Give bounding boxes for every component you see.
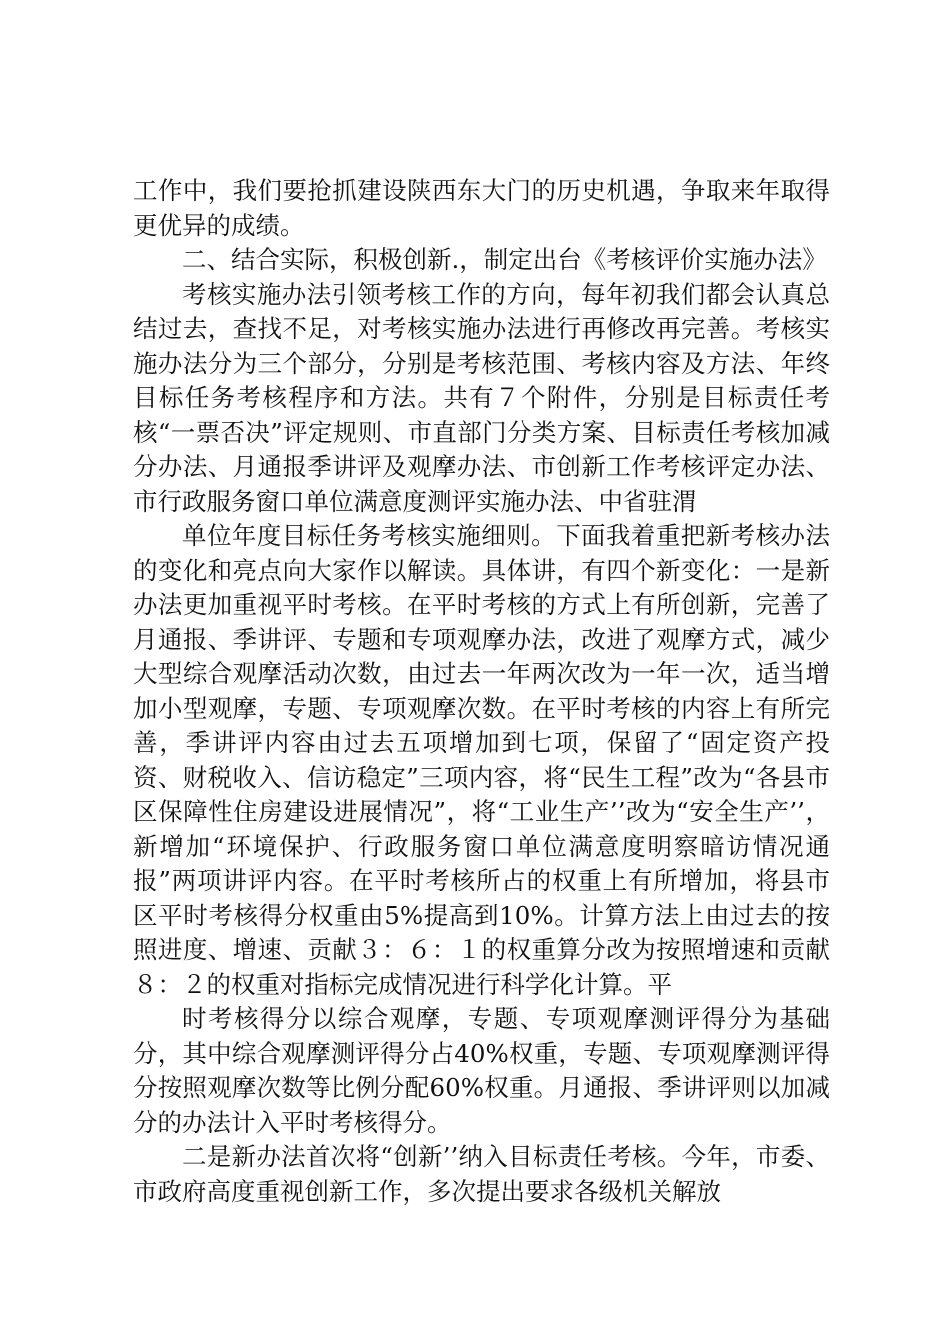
paragraph-continuation: 工作中，我们要抢抓建设陕西东大门的历史机遇，争取来年取得更优异的成绩。: [133, 176, 830, 240]
document-body: [133, 174, 830, 1209]
section-heading-2: 二、结合实际，积极创新.，制定出台《考核评价实施办法》: [182, 245, 827, 274]
paragraph-score-weights: 时考核得分以综合观摩，专题、专项观摩测评得分为基础分，其中综合观摩测评得分占40%权重，专题、专项观摩测评得分按照观摩次数等比例分配60%权重。月通报、季讲评则以加减分的办法计入平时考核得分。: [133, 1004, 830, 1137]
paragraph-assessment-method: 考核实施办法引领考核工作的方向，每年初我们都会认真总结过去，查找不足，对考核实施办法进行再修改再完善。考核实施办法分为三个部分，分别是考核范围、考核内容及方法、年终目标任务考核程序和方法。共有７个附件，分别是目标责任考核“一票否决”评定规则、市直部门分类方案、目标责任考核加减分办法、月通报季讲评及观摩办法、市创新工作考核评定办法、市行政服务窗口单位满意度测评实施办法、中省驻渭: [133, 279, 830, 516]
paragraph-new-changes: 单位年度目标任务考核实施细则。下面我着重把新考核办法的变化和亮点向大家作以解读。具体讲，有四个新变化：一是新办法更加重视平时考核。在平时考核的方式上有所创新，完善了月通报、季讲评、专题和专项观摩办法，改进了观摩方式，减少大型综合观摩活动次数，由过去一年两次改为一年一次，适当增加小型观摩，专题、专项观摩次数。在平时考核的内容上有所完善，季讲评内容由过去五项增加到七项，保留了“固定资产投资、财税收入、信访稳定”三项内容，将“民生工程”改为“各县市区保障性住房建设进展情况”，将“工业生产’’改为“安全生产’’，新增加“环境保护、行政服务窗口单位满意度明察暗访情况通报”两项讲评内容。在平时考核所占的权重上有所增加，将县市区平时考核得分权重由5%提高到10%。计算方法上由过去的按照进度、增速、贡献３：６：１的权重算分改为按照增速和贡献８：２的权重对指标完成情况进行科学化计算。平: [133, 521, 830, 999]
paragraph-innovation: 二是新办法首次将“创新’’纳入目标责任考核。今年，市委、市政府高度重视创新工作，多次提出要求各级机关解放: [133, 1142, 830, 1206]
